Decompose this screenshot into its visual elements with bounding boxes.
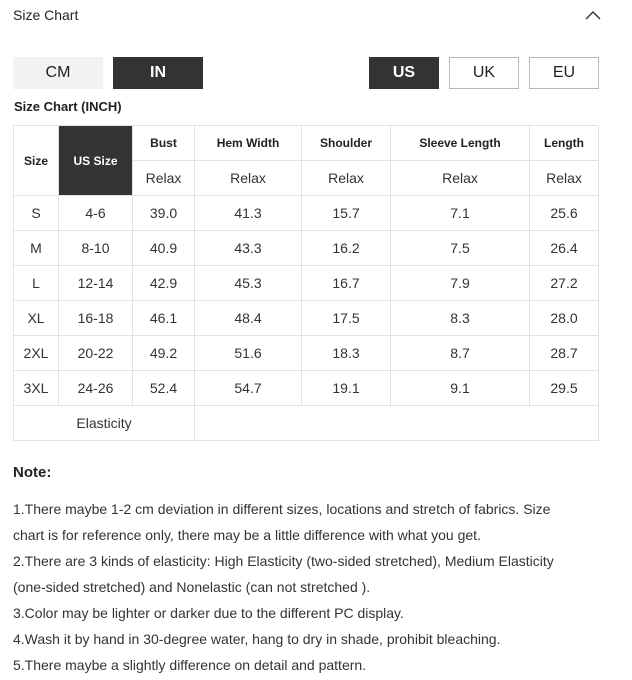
note-title: Note: bbox=[13, 464, 52, 481]
column-header: Length bbox=[530, 126, 599, 161]
note-line: 1.There maybe 1-2 cm deviation in different sizes, locations and stretch of fabrics. Size bbox=[13, 501, 551, 517]
value-cell: 29.5 bbox=[530, 371, 599, 406]
us-size-cell: 20-22 bbox=[59, 336, 133, 371]
value-cell: 39.0 bbox=[133, 196, 195, 231]
value-cell: 40.9 bbox=[133, 231, 195, 266]
value-cell: 25.6 bbox=[530, 196, 599, 231]
us-size-cell: 12-14 bbox=[59, 266, 133, 301]
table-row bbox=[14, 371, 599, 406]
value-cell: 28.7 bbox=[530, 336, 599, 371]
value-cell: 41.3 bbox=[195, 196, 302, 231]
section-title: Size Chart bbox=[13, 7, 79, 23]
us-size-cell: 24-26 bbox=[59, 371, 133, 406]
size-cell: S bbox=[14, 196, 59, 231]
us-size-cell: 4-6 bbox=[59, 196, 133, 231]
size-table bbox=[13, 125, 599, 441]
us-size-cell: 8-10 bbox=[59, 231, 133, 266]
value-cell: 16.2 bbox=[302, 231, 391, 266]
size-cell: M bbox=[14, 231, 59, 266]
value-cell: 48.4 bbox=[195, 301, 302, 336]
value-cell: 19.1 bbox=[302, 371, 391, 406]
elasticity-value bbox=[195, 406, 599, 441]
size-cell: XL bbox=[14, 301, 59, 336]
value-cell: 8.7 bbox=[391, 336, 530, 371]
region-uk-button[interactable]: UK bbox=[449, 57, 519, 89]
value-cell: 46.1 bbox=[133, 301, 195, 336]
size-cell: 3XL bbox=[14, 371, 59, 406]
chart-subtitle: Size Chart (INCH) bbox=[14, 99, 122, 114]
fit-cell: Relax bbox=[302, 161, 391, 196]
note-line: 4.Wash it by hand in 30-degree water, hang to dry in shade, prohibit bleaching. bbox=[13, 631, 501, 647]
value-cell: 7.5 bbox=[391, 231, 530, 266]
note-line: 3.Color may be lighter or darker due to the different PC display. bbox=[13, 605, 404, 621]
size-cell: 2XL bbox=[14, 336, 59, 371]
note-line: 5.There maybe a slightly difference on detail and pattern. bbox=[13, 657, 367, 673]
column-header: Bust bbox=[133, 126, 195, 161]
value-cell: 17.5 bbox=[302, 301, 391, 336]
value-cell: 27.2 bbox=[530, 266, 599, 301]
column-header: Shoulder bbox=[302, 126, 391, 161]
table-header-row bbox=[14, 126, 599, 161]
value-cell: 7.1 bbox=[391, 196, 530, 231]
note-list bbox=[13, 496, 603, 678]
us-size-cell: 16-18 bbox=[59, 301, 133, 336]
table-row bbox=[14, 336, 599, 371]
size-chart-header[interactable] bbox=[13, 7, 603, 27]
value-cell: 42.9 bbox=[133, 266, 195, 301]
table-row bbox=[14, 301, 599, 336]
size-header: Size bbox=[14, 126, 59, 196]
size-cell: L bbox=[14, 266, 59, 301]
table-row bbox=[14, 196, 599, 231]
value-cell: 43.3 bbox=[195, 231, 302, 266]
value-cell: 18.3 bbox=[302, 336, 391, 371]
value-cell: 9.1 bbox=[391, 371, 530, 406]
column-header: Hem Width bbox=[195, 126, 302, 161]
unit-in-button[interactable]: IN bbox=[113, 57, 203, 89]
value-cell: 28.0 bbox=[530, 301, 599, 336]
region-us-button[interactable]: US bbox=[369, 57, 439, 89]
fit-cell: Relax bbox=[133, 161, 195, 196]
value-cell: 51.6 bbox=[195, 336, 302, 371]
fit-cell: Relax bbox=[391, 161, 530, 196]
value-cell: 8.3 bbox=[391, 301, 530, 336]
value-cell: 16.7 bbox=[302, 266, 391, 301]
table-row bbox=[14, 266, 599, 301]
value-cell: 15.7 bbox=[302, 196, 391, 231]
value-cell: 7.9 bbox=[391, 266, 530, 301]
note-line: chart is for reference only, there may be a little difference with what you get. bbox=[13, 527, 481, 543]
column-header: Sleeve Length bbox=[391, 126, 530, 161]
value-cell: 54.7 bbox=[195, 371, 302, 406]
fit-cell: Relax bbox=[530, 161, 599, 196]
region-eu-button[interactable]: EU bbox=[529, 57, 599, 89]
chevron-up-icon[interactable] bbox=[585, 9, 601, 21]
value-cell: 26.4 bbox=[530, 231, 599, 266]
value-cell: 52.4 bbox=[133, 371, 195, 406]
note-line: (one-sided stretched) and Nonelastic (can not stretched ). bbox=[13, 579, 371, 595]
value-cell: 49.2 bbox=[133, 336, 195, 371]
elasticity-label: Elasticity bbox=[14, 406, 195, 441]
note-line: 2.There are 3 kinds of elasticity: High Elasticity (two-sided stretched), Medium Elasticity bbox=[13, 553, 554, 569]
value-cell: 45.3 bbox=[195, 266, 302, 301]
unit-cm-button[interactable]: CM bbox=[13, 57, 103, 89]
us-size-header: US Size bbox=[59, 126, 133, 196]
table-row bbox=[14, 231, 599, 266]
fit-cell: Relax bbox=[195, 161, 302, 196]
elasticity-row bbox=[14, 406, 599, 441]
